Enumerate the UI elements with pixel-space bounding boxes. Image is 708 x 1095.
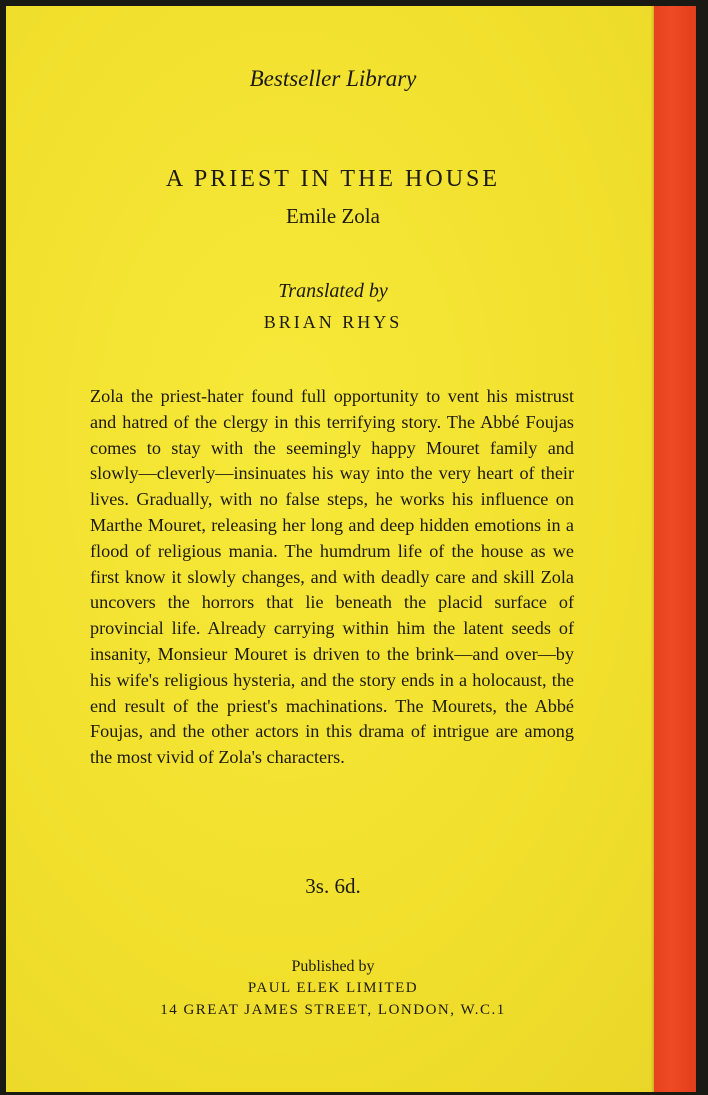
book-back-cover (6, 6, 696, 1092)
blurb-paragraph: Zola the priest-hater found full opportunity to vent his mistrust and hatred of the clergy in this terrifying story. The Abbé Foujas comes to stay with the seemingly happy Mouret family and slowly—cleverly—insinuates his way into the very heart of their lives. Gradually, with no false steps, he works his influence on Marthe Mouret, releasing her long and deep hidden emotions in a flood of religious mania. The humdrum life of the house as we first know it slowly changes, and with deadly care and skill Zola uncovers the horrors that lie beneath the placid surface of provincial life. Already carrying within him the latent seeds of insanity, Monsieur Mouret is driven to the brink—and over—by his wife's religious hysteria, and the story ends in a holocaust, the end result of the priest's machinations. The Mourets, the Abbé Foujas, and the other actors in this drama of intrigue are among the most vivid of Zola's characters. (90, 386, 574, 768)
publisher-address: 14 GREAT JAMES STREET, LONDON, W.C.1 (160, 1002, 506, 1018)
author-name: Emile Zola (286, 204, 380, 228)
price: 3s. 6d. (305, 874, 361, 898)
published-by-label: Published by (291, 958, 375, 975)
translated-by-label: Translated by (278, 280, 388, 302)
book-title: A PRIEST IN THE HOUSE (165, 166, 501, 192)
publisher-name: PAUL ELEK LIMITED (247, 980, 419, 996)
cover-content (6, 6, 660, 1092)
blurb-text (90, 384, 574, 771)
translator-name: BRIAN RHYS (263, 312, 403, 332)
red-spine-strip (654, 6, 696, 1092)
series-name: Bestseller Library (249, 66, 417, 91)
